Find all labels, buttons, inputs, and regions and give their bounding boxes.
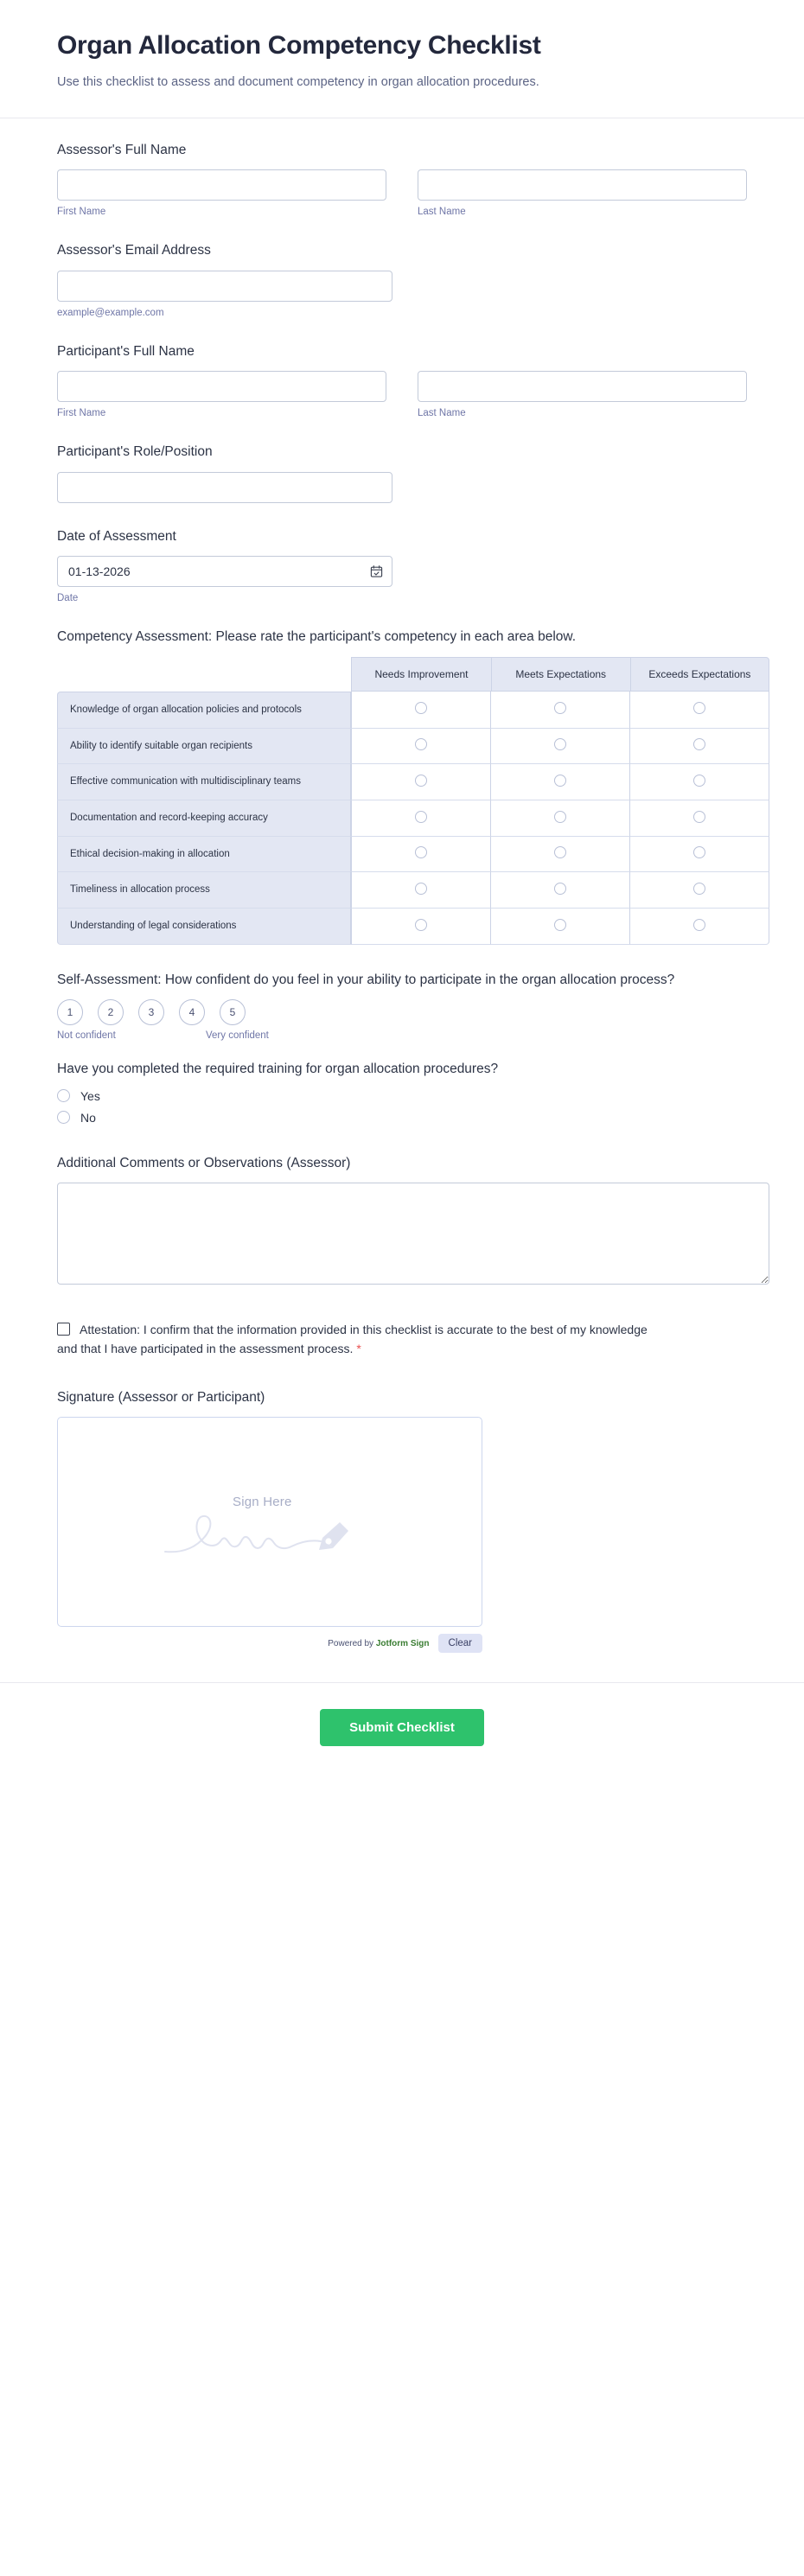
matrix-radio-cell[interactable] <box>351 764 490 800</box>
attestation-checkbox[interactable] <box>57 1323 70 1336</box>
radio-icon[interactable] <box>554 811 566 823</box>
participant-last-name-sublabel: Last Name <box>418 408 466 419</box>
comments-label: Additional Comments or Observations (Assessor) <box>57 1155 351 1170</box>
powered-prefix: Powered by <box>328 1638 374 1648</box>
scale-option-2[interactable]: 2 <box>98 999 124 1025</box>
matrix-column-header: Needs Improvement <box>351 657 490 692</box>
assessor-email-sublabel: example@example.com <box>57 307 164 318</box>
matrix-row-label: Ability to identify suitable organ recipients <box>57 729 351 765</box>
field-training-completed <box>57 1060 747 1124</box>
matrix-radio-cell[interactable] <box>630 909 769 945</box>
date-input[interactable] <box>57 556 392 587</box>
powered-brand: Jotform Sign <box>375 1638 430 1648</box>
training-option-no-label: No <box>80 1110 96 1125</box>
matrix-radio-cell[interactable] <box>491 837 630 873</box>
matrix-radio-cell[interactable] <box>351 837 490 873</box>
table-row <box>57 837 769 873</box>
submit-button[interactable]: Submit Checklist <box>320 1709 484 1746</box>
training-option-yes[interactable] <box>57 1089 747 1103</box>
matrix-radio-cell[interactable] <box>630 800 769 837</box>
radio-icon[interactable] <box>693 702 705 714</box>
participant-role-label: Participant's Role/Position <box>57 444 213 460</box>
signature-squiggle-icon <box>162 1500 378 1569</box>
matrix-radio-cell[interactable] <box>630 837 769 873</box>
competency-matrix-table <box>57 657 769 945</box>
radio-icon[interactable] <box>415 811 427 823</box>
radio-icon[interactable] <box>554 919 566 931</box>
matrix-corner-cell <box>57 657 351 692</box>
matrix-body <box>57 692 769 945</box>
signature-label: Signature (Assessor or Participant) <box>57 1389 265 1405</box>
required-asterisk: * <box>356 1342 361 1356</box>
matrix-radio-cell[interactable] <box>630 872 769 909</box>
matrix-radio-cell[interactable] <box>491 729 630 765</box>
field-date-of-assessment <box>57 527 747 603</box>
assessor-first-name-input[interactable] <box>57 169 386 201</box>
matrix-radio-cell[interactable] <box>351 692 490 729</box>
radio-icon[interactable] <box>554 883 566 895</box>
assessor-email-input[interactable] <box>57 271 392 302</box>
sign-here-text: Sign Here <box>233 1494 292 1509</box>
assessor-first-name-sublabel: First Name <box>57 207 106 218</box>
radio-icon[interactable] <box>415 775 427 787</box>
participant-role-input[interactable] <box>57 472 392 503</box>
training-label: Have you completed the required training for organ allocation procedures? <box>57 1062 499 1077</box>
table-row <box>57 800 769 837</box>
field-assessor-email <box>57 241 747 317</box>
page-title: Organ Allocation Competency Checklist <box>57 31 541 60</box>
participant-first-name-input[interactable] <box>57 371 386 402</box>
matrix-column-header: Meets Expectations <box>491 657 630 692</box>
radio-icon[interactable] <box>693 738 705 750</box>
pen-nib-icon <box>319 1522 348 1550</box>
table-row <box>57 764 769 800</box>
participant-name-label: Participant's Full Name <box>57 343 195 359</box>
matrix-radio-cell[interactable] <box>491 764 630 800</box>
table-row <box>57 909 769 945</box>
attestation-text: Attestation: I confirm that the information provided in this checklist is accurate to the best of my knowledge and that I have participated in the assessment process. <box>57 1323 648 1356</box>
radio-icon[interactable] <box>415 883 427 895</box>
field-assessor-full-name <box>57 141 747 217</box>
matrix-radio-cell[interactable] <box>491 692 630 729</box>
signature-pad[interactable] <box>57 1417 482 1627</box>
field-participant-role <box>57 443 747 502</box>
matrix-radio-cell[interactable] <box>351 909 490 945</box>
field-additional-comments <box>57 1154 747 1289</box>
scale-options <box>57 999 747 1025</box>
table-row <box>57 872 769 909</box>
matrix-radio-cell[interactable] <box>351 729 490 765</box>
matrix-radio-cell[interactable] <box>491 909 630 945</box>
matrix-row-label: Documentation and record-keeping accuracy <box>57 800 351 837</box>
matrix-label: Competency Assessment: Please rate the participant's competency in each area below. <box>57 629 577 645</box>
form-header <box>0 0 804 118</box>
matrix-row-label: Knowledge of organ allocation policies and protocols <box>57 692 351 729</box>
radio-icon[interactable] <box>554 702 566 714</box>
radio-icon[interactable] <box>693 883 705 895</box>
signature-placeholder-group <box>162 1488 378 1557</box>
scale-option-4[interactable]: 4 <box>179 999 205 1025</box>
radio-icon[interactable] <box>415 702 427 714</box>
matrix-radio-cell[interactable] <box>351 800 490 837</box>
scale-option-5[interactable]: 5 <box>220 999 246 1025</box>
assessor-last-name-input[interactable] <box>418 169 747 201</box>
matrix-radio-cell[interactable] <box>630 764 769 800</box>
radio-icon[interactable] <box>415 846 427 858</box>
assessor-name-label: Assessor's Full Name <box>57 142 187 157</box>
matrix-header-row <box>57 657 769 692</box>
training-option-yes-label: Yes <box>80 1088 100 1103</box>
matrix-radio-cell[interactable] <box>491 800 630 837</box>
matrix-radio-cell[interactable] <box>630 692 769 729</box>
assessor-email-label: Assessor's Email Address <box>57 243 211 258</box>
field-competency-matrix <box>57 628 751 944</box>
radio-icon[interactable] <box>57 1089 70 1102</box>
form-footer <box>0 1682 804 1781</box>
field-self-assessment-scale <box>57 971 747 1042</box>
date-sublabel: Date <box>57 593 79 604</box>
matrix-row-label: Ethical decision-making in allocation <box>57 837 351 873</box>
date-label: Date of Assessment <box>57 528 176 544</box>
radio-icon[interactable] <box>693 775 705 787</box>
radio-icon[interactable] <box>554 738 566 750</box>
assessor-last-name-sublabel: Last Name <box>418 207 466 218</box>
field-participant-full-name <box>57 342 747 418</box>
matrix-radio-cell[interactable] <box>351 872 490 909</box>
signature-footer <box>57 1634 482 1653</box>
radio-icon[interactable] <box>693 811 705 823</box>
radio-icon[interactable] <box>554 775 566 787</box>
participant-first-name-sublabel: First Name <box>57 408 106 419</box>
table-row <box>57 692 769 729</box>
matrix-radio-cell[interactable] <box>491 872 630 909</box>
radio-icon[interactable] <box>693 846 705 858</box>
powered-by-text <box>328 1639 429 1648</box>
radio-icon[interactable] <box>693 919 705 931</box>
radio-icon[interactable] <box>554 846 566 858</box>
page-subtitle: Use this checklist to assess and document competency in organ allocation procedures. <box>57 74 539 89</box>
radio-icon[interactable] <box>415 738 427 750</box>
comments-textarea[interactable] <box>57 1183 769 1285</box>
radio-icon[interactable] <box>415 919 427 931</box>
clear-signature-button[interactable]: Clear <box>438 1634 482 1653</box>
scale-label: Self-Assessment: How confident do you feel in your ability to participate in the organ allocation process? <box>57 972 675 987</box>
participant-last-name-input[interactable] <box>418 371 747 402</box>
form-body <box>0 118 804 1653</box>
table-row <box>57 729 769 765</box>
matrix-row-label: Timeliness in allocation process <box>57 872 351 909</box>
radio-icon[interactable] <box>57 1111 70 1124</box>
field-attestation <box>57 1320 747 1359</box>
scale-low-label: Not confident <box>57 1030 116 1042</box>
matrix-row-label: Effective communication with multidisciplinary teams <box>57 764 351 800</box>
attestation-row <box>57 1320 662 1359</box>
matrix-column-header: Exceeds Expectations <box>630 657 769 692</box>
scale-option-3[interactable]: 3 <box>138 999 164 1025</box>
matrix-radio-cell[interactable] <box>630 729 769 765</box>
scale-high-label: Very confident <box>206 1030 269 1042</box>
field-signature <box>57 1388 747 1653</box>
scale-option-1[interactable]: 1 <box>57 999 83 1025</box>
matrix-row-label: Understanding of legal considerations <box>57 909 351 945</box>
training-option-no[interactable] <box>57 1111 747 1125</box>
